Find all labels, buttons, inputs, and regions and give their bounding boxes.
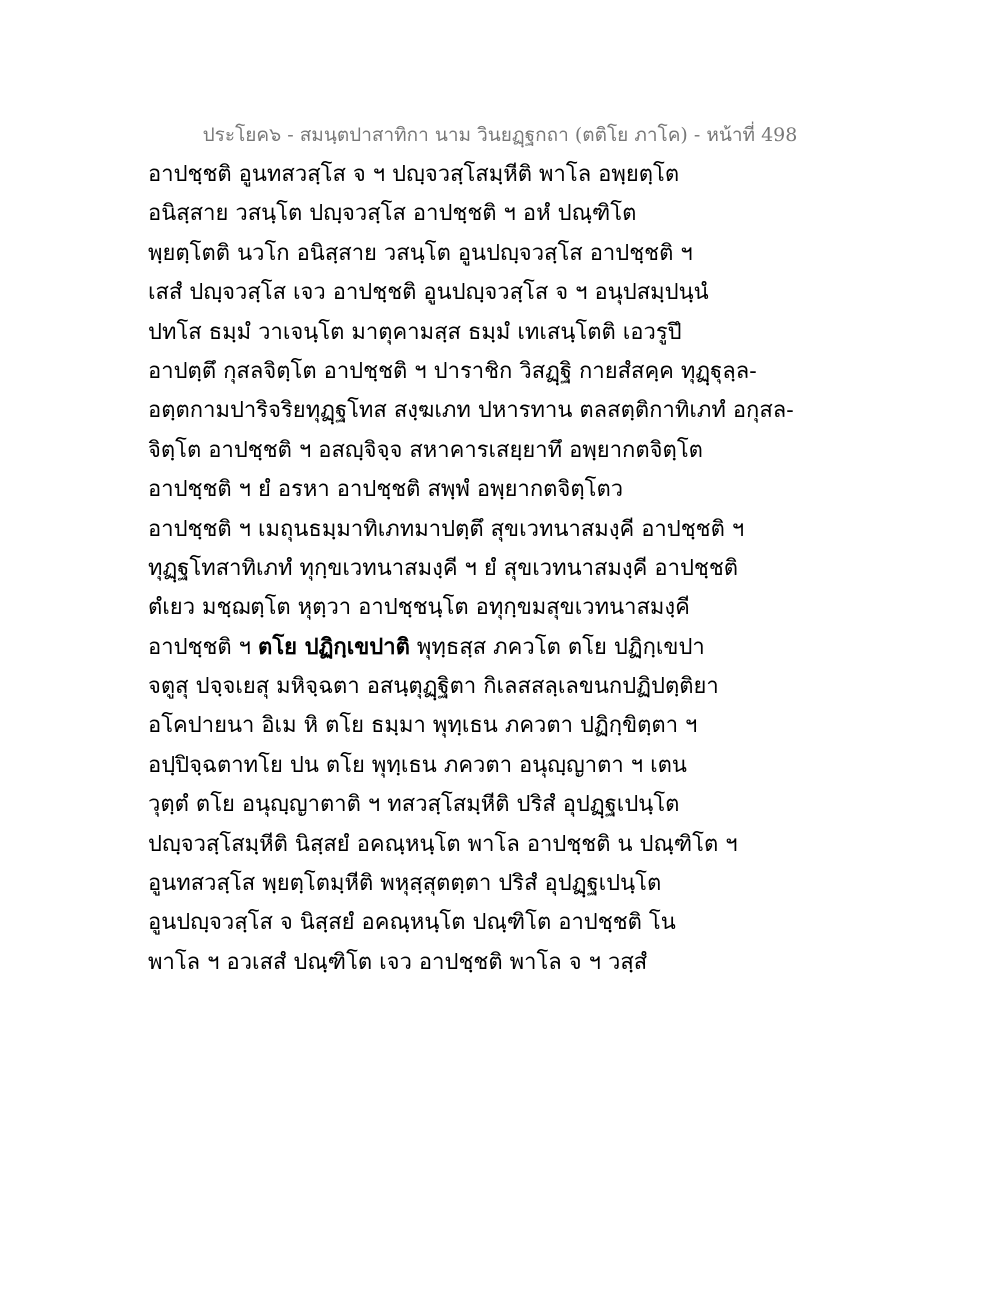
text-line: ปญฺจวสฺโสมฺหีติ นิสฺสยํ อคณฺหนฺโต พาโล อาปชฺชติ น ปณฺฑิโต ฯ (148, 831, 738, 857)
text-line: อนิสฺสาย วสนฺโต ปญฺจวสฺโส อาปชฺชติ ฯ อหํ ปณฺฑิโต (148, 201, 637, 227)
line-text-before: อาปชฺชติ ฯ (148, 634, 259, 660)
text-line: อโคปายนา อิเม หิ ตโย ธมฺมา พุทฺเธน ภควตา ปฏิกฺขิตฺตา ฯ (148, 713, 698, 739)
text-line: ปทโส ธมฺมํ วาเจนฺโต มาตุคามสฺส ธมฺมํ เทเสนฺโตติ เอวรูปึ (148, 319, 682, 345)
bold-term: ตโย ปฏิกฺเขปาติ (258, 633, 410, 660)
line-text-after: พุทฺธสฺส ภควโต ตโย ปฏิกฺเขปา (409, 634, 705, 660)
page-header: ประโยค๖ - สมนฺตปาสาทิกา นาม วินยฏฺฐกถา (ตติโย ภาโค) - หน้าที่ 498 (202, 124, 798, 146)
text-line: อตฺตกามปาริจริยทุฏฺฐโทส สงฺฆเภท ปหารทาน ตลสตฺติกาทิเภทํ อกุสล- (148, 398, 794, 424)
text-line: อาปตฺตึ กุสลจิตฺโต อาปชฺชติ ฯ ปาราชิก วิสฏฺฐิ กายสํสคฺค ทุฏฺฐุลฺล- (148, 358, 757, 384)
text-line: จตูสุ ปจฺจเยสุ มหิจฺฉตา อสนฺตุฏฺฐิตา กิเลสสลฺเลขนกปฏิปตฺติยา (148, 674, 719, 700)
text-line: ทุฏฺฐโทสาทิเภทํ ทุกฺขเวทนาสมงฺคี ฯ ยํ สุขเวทนาสมงฺคี อาปชฺชติ (148, 555, 739, 581)
text-line: ตํเยว มชฺฌตฺโต หุตฺวา อาปชฺชนฺโต อทุกฺขมสุขเวทนาสมงฺคี (148, 595, 690, 621)
text-line: พาโล ฯ อวเสสํ ปณฺฑิโต เจว อาปชฺชติ พาโล จ ฯ วสฺสํ (148, 949, 648, 975)
page-body (148, 155, 868, 982)
text-line: อาปชฺชติ ฯ ยํ อรหา อาปชฺชติ สพฺพํ อพฺยากตจิตฺโตว (148, 477, 624, 503)
text-line: อาปชฺชติ ฯ เมถุนธมฺมาทิเภทมาปตฺตึ สุขเวทนาสมงฺคี อาปชฺชติ ฯ (148, 516, 745, 542)
text-line: อาปชฺชติ อูนทสวสฺโส จ ฯ ปญฺจวสฺโสมฺหีติ พาโล อพฺยตฺโต (148, 162, 680, 187)
text-line: อปฺปิจฺฉตาทโย ปน ตโย พุทฺเธน ภควตา อนุญฺญาตา ฯ เตน (148, 752, 687, 778)
text-line: พฺยตฺโตติ นวโก อนิสฺสาย วสนฺโต อูนปญฺจวสฺโส อาปชฺชติ ฯ (148, 240, 693, 266)
text-line-with-heading (148, 628, 868, 667)
text-line: อูนทสวสฺโส พฺยตฺโตมฺหีติ พหุสฺสุตตฺตา ปริสํ อุปฏฺฐเปนฺโต (148, 871, 662, 897)
text-line: วุตฺตํ ตโย อนุญฺญาตาติ ฯ ทสวสฺโสมฺหีติ ปริสํ อุปฏฺฐเปนฺโต (148, 792, 680, 818)
text-line: เสสํ ปญฺจวสฺโส เจว อาปชฺชติ อูนปญฺจวสฺโส จ ฯ อนุปสมฺปนฺนํ (148, 280, 709, 306)
text-line: จิตฺโต อาปชฺชติ ฯ อสญฺจิจฺจ สหาคารเสยฺยาทึ อพฺยากตจิตฺโต (148, 437, 703, 463)
text-line: อูนปญฺจวสฺโส จ นิสฺสยํ อคณฺหนฺโต ปณฺฑิโต อาปชฺชติ โน (148, 910, 676, 936)
